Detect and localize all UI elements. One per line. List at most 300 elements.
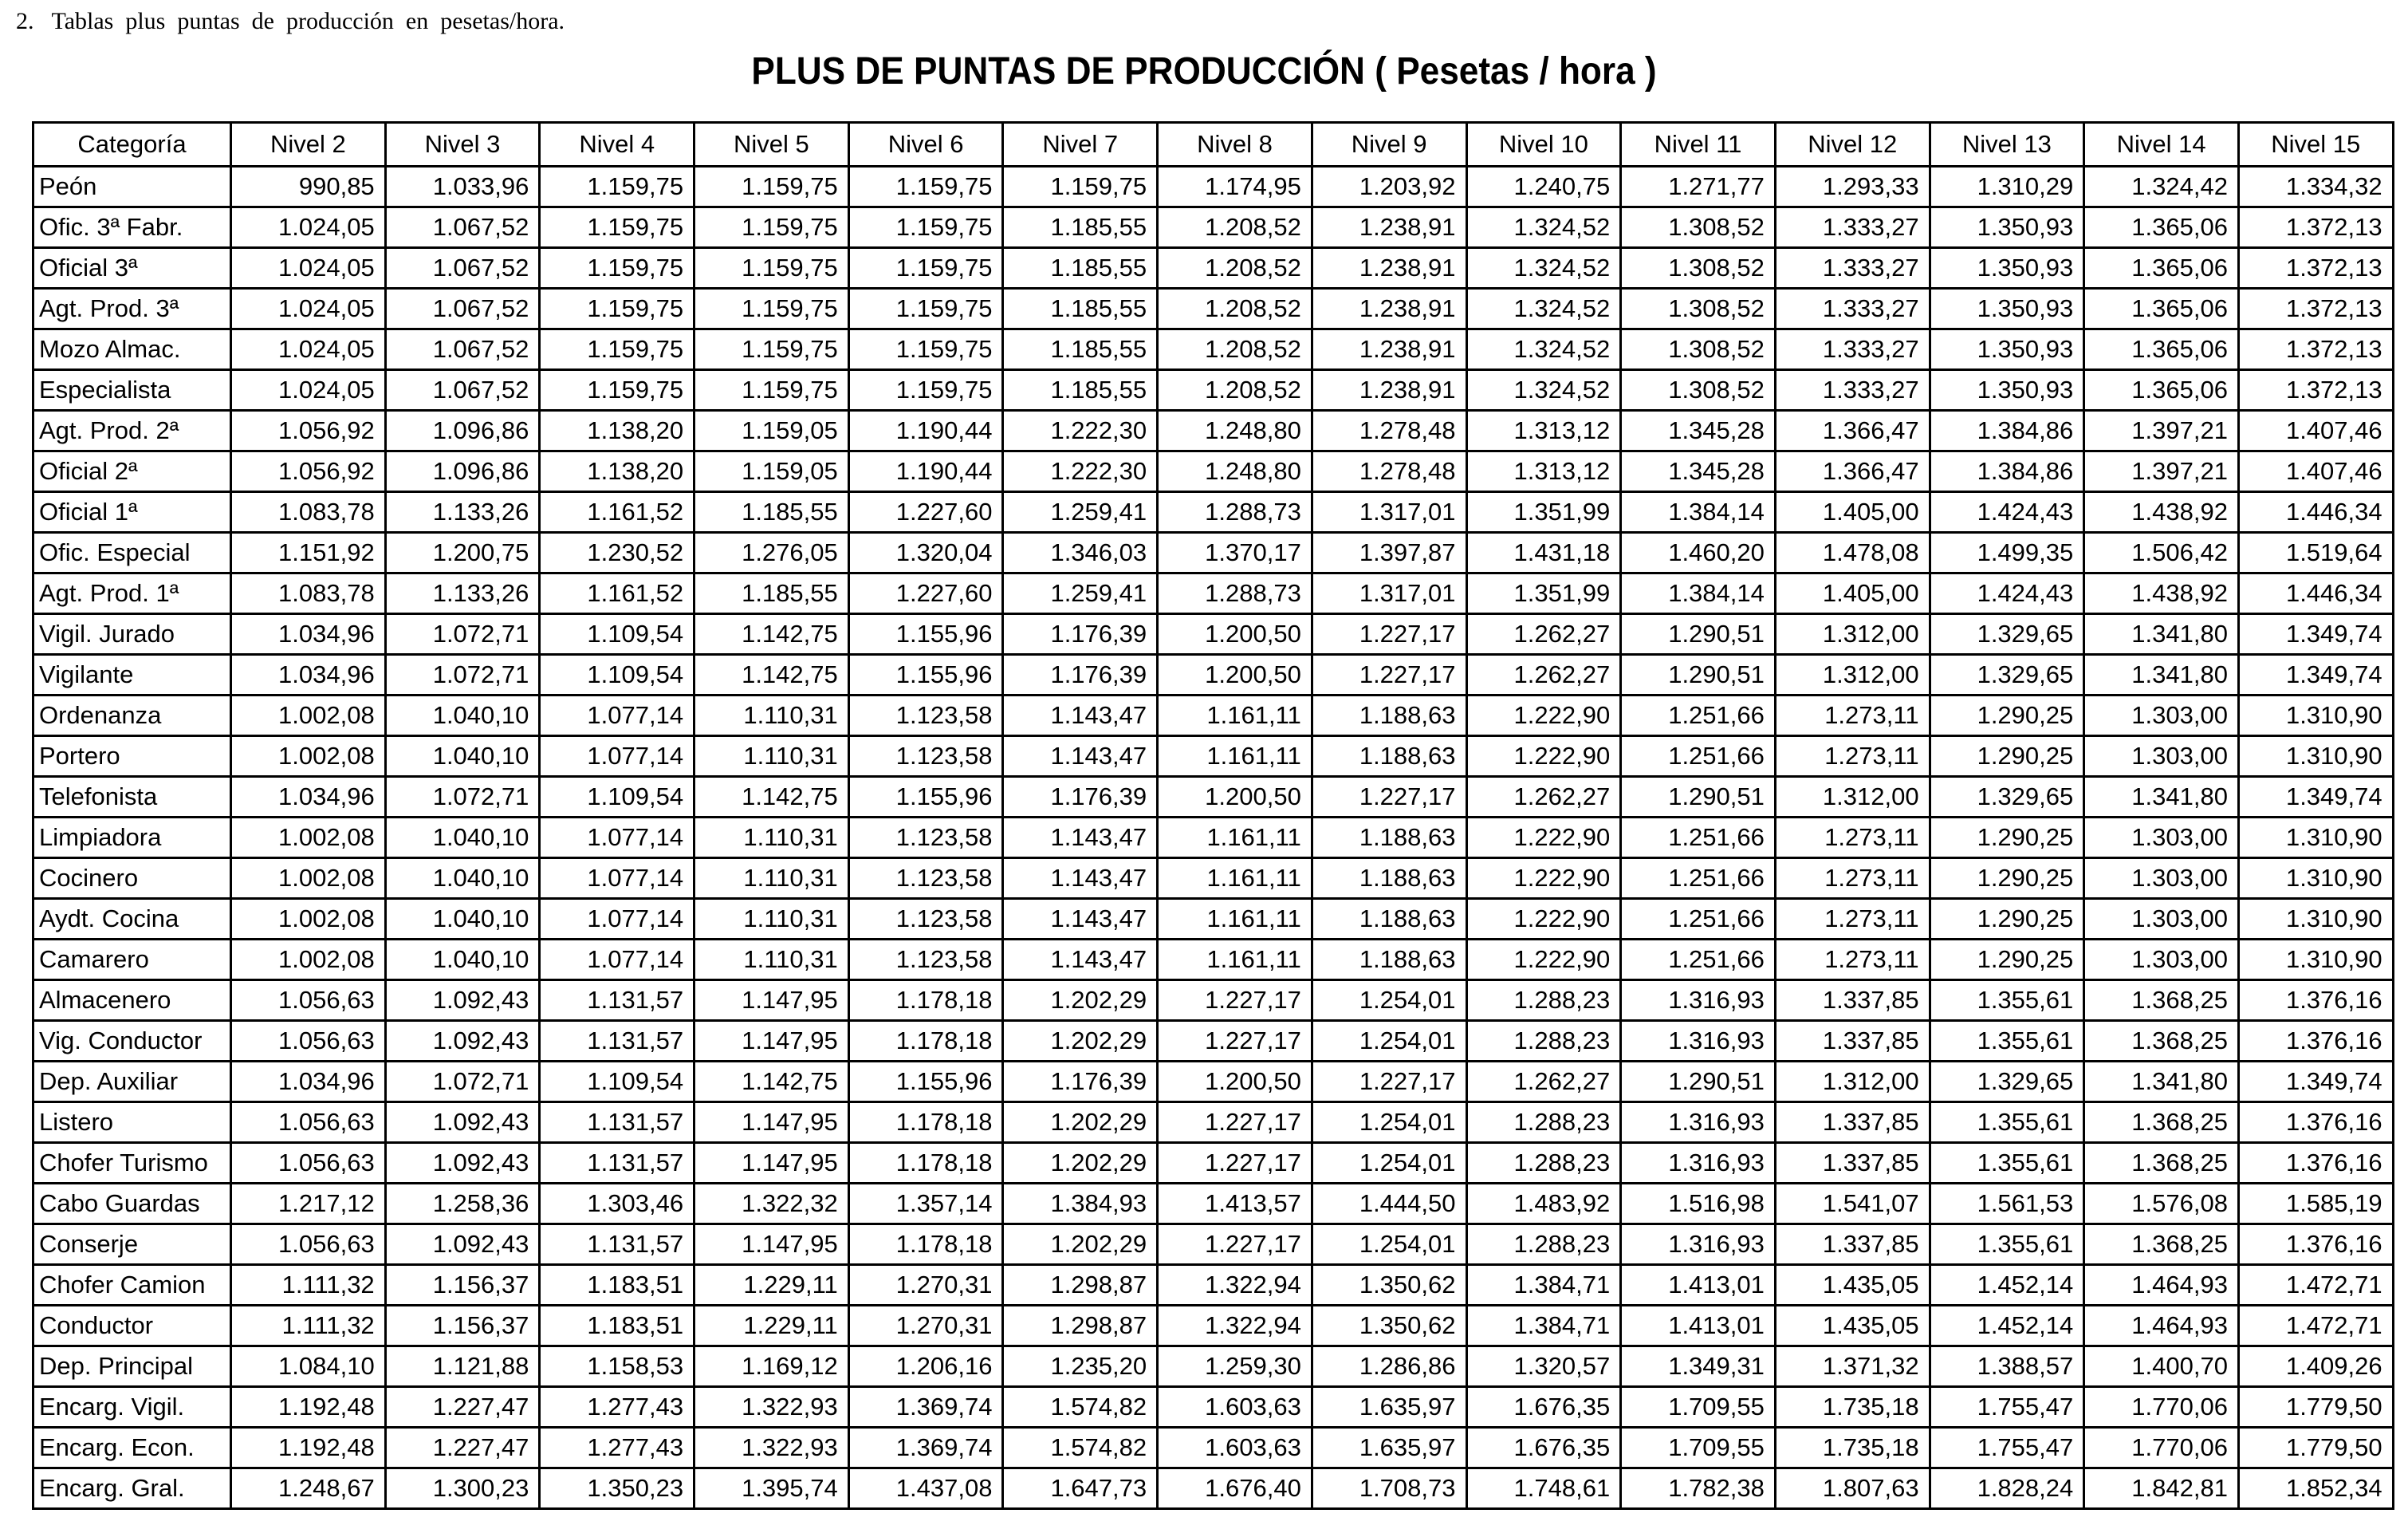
category-cell: Oficial 1ª [33, 492, 231, 533]
rate-cell: 1.365,06 [2084, 207, 2239, 248]
rate-cell: 1.188,63 [1312, 736, 1466, 777]
rate-cell: 1.238,91 [1312, 289, 1466, 329]
rate-cell: 1.200,50 [1158, 614, 1312, 655]
rate-cell: 1.574,82 [1003, 1428, 1158, 1468]
rate-cell: 1.541,07 [1775, 1184, 1930, 1224]
column-header-level: Nivel 8 [1158, 123, 1312, 167]
rate-cell: 1.072,71 [385, 777, 540, 818]
rate-cell: 1.320,04 [848, 533, 1003, 573]
rate-cell: 1.040,10 [385, 940, 540, 980]
rate-cell: 1.178,18 [848, 1143, 1003, 1184]
rate-cell: 1.248,67 [231, 1468, 386, 1509]
rate-cell: 1.123,58 [848, 736, 1003, 777]
rate-cell: 1.161,11 [1158, 736, 1312, 777]
rate-cell: 1.635,97 [1312, 1387, 1466, 1428]
rate-cell: 1.056,63 [231, 1021, 386, 1062]
rate-cell: 1.341,80 [2084, 1062, 2239, 1102]
rate-cell: 1.192,48 [231, 1428, 386, 1468]
rate-cell: 1.084,10 [231, 1346, 386, 1387]
column-header-level: Nivel 11 [1621, 123, 1776, 167]
rate-cell: 1.227,17 [1158, 1102, 1312, 1143]
rate-cell: 1.413,01 [1621, 1306, 1776, 1346]
rate-cell: 1.138,20 [540, 451, 694, 492]
rate-cell: 1.748,61 [1466, 1468, 1621, 1509]
rate-cell: 1.123,58 [848, 696, 1003, 736]
rate-cell: 1.156,37 [385, 1265, 540, 1306]
rate-cell: 1.290,25 [1930, 899, 2084, 940]
rate-cell: 1.251,66 [1621, 818, 1776, 858]
rate-cell: 1.222,90 [1466, 858, 1621, 899]
rate-cell: 1.254,01 [1312, 980, 1466, 1021]
rate-cell: 1.472,71 [2238, 1306, 2393, 1346]
rate-cell: 1.161,11 [1158, 899, 1312, 940]
rate-cell: 1.322,94 [1158, 1306, 1312, 1346]
rate-cell: 1.376,16 [2238, 1224, 2393, 1265]
rate-cell: 1.109,54 [540, 614, 694, 655]
rate-cell: 1.369,74 [848, 1428, 1003, 1468]
rate-cell: 1.208,52 [1158, 289, 1312, 329]
rate-cell: 1.337,85 [1775, 980, 1930, 1021]
rate-cell: 1.143,47 [1003, 899, 1158, 940]
rate-cell: 1.349,74 [2238, 777, 2393, 818]
category-cell: Vig. Conductor [33, 1021, 231, 1062]
rate-cell: 1.355,61 [1930, 1102, 2084, 1143]
rate-cell: 1.002,08 [231, 736, 386, 777]
rate-cell: 1.229,11 [694, 1306, 849, 1346]
rate-cell: 1.290,25 [1930, 858, 2084, 899]
rate-cell: 1.110,31 [694, 940, 849, 980]
rate-cell: 1.202,29 [1003, 1224, 1158, 1265]
rate-cell: 1.159,75 [540, 207, 694, 248]
rate-cell: 1.278,48 [1312, 411, 1466, 451]
rate-cell: 1.407,46 [2238, 451, 2393, 492]
rate-cell: 1.310,29 [1930, 167, 2084, 207]
rate-cell: 1.286,86 [1312, 1346, 1466, 1387]
rate-cell: 1.056,63 [231, 1224, 386, 1265]
rate-cell: 1.147,95 [694, 980, 849, 1021]
rate-cell: 1.227,60 [848, 492, 1003, 533]
rate-cell: 1.202,29 [1003, 1021, 1158, 1062]
rate-cell: 1.270,31 [848, 1265, 1003, 1306]
category-cell: Limpiadora [33, 818, 231, 858]
table-title: PLUS DE PUNTAS DE PRODUCCIÓN ( Pesetas / hora ) [751, 50, 1657, 93]
rate-cell: 1.464,93 [2084, 1265, 2239, 1306]
rate-cell: 1.345,28 [1621, 411, 1776, 451]
category-cell: Chofer Camion [33, 1265, 231, 1306]
rate-cell: 1.248,80 [1158, 451, 1312, 492]
column-header-level: Nivel 4 [540, 123, 694, 167]
table-row [33, 655, 2394, 696]
column-header-level: Nivel 3 [385, 123, 540, 167]
rate-cell: 1.365,06 [2084, 370, 2239, 411]
rate-cell: 990,85 [231, 167, 386, 207]
rate-cell: 1.376,16 [2238, 980, 2393, 1021]
rate-cell: 1.111,32 [231, 1265, 386, 1306]
table-row [33, 533, 2394, 573]
rate-cell: 1.290,51 [1621, 655, 1776, 696]
rate-cell: 1.365,06 [2084, 289, 2239, 329]
rate-cell: 1.254,01 [1312, 1102, 1466, 1143]
rate-cell: 1.110,31 [694, 736, 849, 777]
rate-cell: 1.159,75 [848, 167, 1003, 207]
rate-cell: 1.227,17 [1312, 614, 1466, 655]
rate-cell: 1.222,90 [1466, 696, 1621, 736]
rate-cell: 1.123,58 [848, 940, 1003, 980]
rate-cell: 1.298,87 [1003, 1265, 1158, 1306]
table-row [33, 1102, 2394, 1143]
rate-cell: 1.227,17 [1312, 655, 1466, 696]
rate-cell: 1.647,73 [1003, 1468, 1158, 1509]
rate-cell: 1.161,11 [1158, 940, 1312, 980]
rate-cell: 1.034,96 [231, 655, 386, 696]
rate-cell: 1.585,19 [2238, 1184, 2393, 1224]
table-row [33, 1387, 2394, 1428]
rate-cell: 1.288,73 [1158, 492, 1312, 533]
category-cell: Ofic. Especial [33, 533, 231, 573]
rate-cell: 1.208,52 [1158, 207, 1312, 248]
rate-cell: 1.782,38 [1621, 1468, 1776, 1509]
rate-cell: 1.603,63 [1158, 1387, 1312, 1428]
rate-cell: 1.096,86 [385, 411, 540, 451]
rate-cell: 1.230,52 [540, 533, 694, 573]
rate-cell: 1.499,35 [1930, 533, 2084, 573]
rate-cell: 1.077,14 [540, 899, 694, 940]
column-header-level: Nivel 5 [694, 123, 849, 167]
rate-cell: 1.303,00 [2084, 899, 2239, 940]
rate-cell: 1.350,62 [1312, 1265, 1466, 1306]
rate-cell: 1.298,87 [1003, 1306, 1158, 1346]
rate-cell: 1.310,90 [2238, 858, 2393, 899]
rate-cell: 1.185,55 [1003, 329, 1158, 370]
rate-cell: 1.121,88 [385, 1346, 540, 1387]
rate-cell: 1.293,33 [1775, 167, 1930, 207]
table-row [33, 1062, 2394, 1102]
rate-cell: 1.040,10 [385, 736, 540, 777]
rate-cell: 1.376,16 [2238, 1021, 2393, 1062]
column-header-level: Nivel 10 [1466, 123, 1621, 167]
rate-cell: 1.322,94 [1158, 1265, 1312, 1306]
rate-cell: 1.077,14 [540, 818, 694, 858]
rate-cell: 1.202,29 [1003, 1143, 1158, 1184]
rate-cell: 1.034,96 [231, 614, 386, 655]
table-row [33, 289, 2394, 329]
rate-cell: 1.770,06 [2084, 1387, 2239, 1428]
rate-cell: 1.077,14 [540, 736, 694, 777]
rate-cell: 1.178,18 [848, 1021, 1003, 1062]
rate-cell: 1.067,52 [385, 207, 540, 248]
rate-cell: 1.262,27 [1466, 655, 1621, 696]
rate-cell: 1.185,55 [694, 573, 849, 614]
rate-cell: 1.322,93 [694, 1387, 849, 1428]
rate-cell: 1.329,65 [1930, 777, 2084, 818]
rate-cell: 1.251,66 [1621, 696, 1776, 736]
table-row [33, 899, 2394, 940]
rate-cell: 1.067,52 [385, 289, 540, 329]
rate-cell: 1.290,51 [1621, 1062, 1776, 1102]
rate-cell: 1.227,17 [1158, 980, 1312, 1021]
rate-cell: 1.290,25 [1930, 696, 2084, 736]
rate-cell: 1.397,21 [2084, 411, 2239, 451]
column-header-level: Nivel 9 [1312, 123, 1466, 167]
rate-cell: 1.131,57 [540, 980, 694, 1021]
rate-cell: 1.842,81 [2084, 1468, 2239, 1509]
table-row [33, 736, 2394, 777]
rate-cell: 1.033,96 [385, 167, 540, 207]
table-row [33, 167, 2394, 207]
rate-cell: 1.350,93 [1930, 289, 2084, 329]
rate-cell: 1.159,75 [694, 248, 849, 289]
rate-cell: 1.111,32 [231, 1306, 386, 1346]
category-cell: Listero [33, 1102, 231, 1143]
table-row [33, 980, 2394, 1021]
rate-cell: 1.320,57 [1466, 1346, 1621, 1387]
category-cell: Conserje [33, 1224, 231, 1265]
rate-cell: 1.635,97 [1312, 1428, 1466, 1468]
rate-cell: 1.147,95 [694, 1224, 849, 1265]
rate-cell: 1.227,17 [1312, 1062, 1466, 1102]
rate-cell: 1.303,00 [2084, 940, 2239, 980]
rate-cell: 1.355,61 [1930, 1224, 2084, 1265]
rate-cell: 1.067,52 [385, 370, 540, 411]
rate-cell: 1.096,86 [385, 451, 540, 492]
rate-cell: 1.206,16 [848, 1346, 1003, 1387]
rate-cell: 1.143,47 [1003, 696, 1158, 736]
rate-cell: 1.349,74 [2238, 655, 2393, 696]
rate-cell: 1.142,75 [694, 777, 849, 818]
column-header-level: Nivel 2 [231, 123, 386, 167]
rate-cell: 1.002,08 [231, 818, 386, 858]
rate-cell: 1.355,61 [1930, 1021, 2084, 1062]
rate-cell: 1.147,95 [694, 1102, 849, 1143]
rate-cell: 1.178,18 [848, 1102, 1003, 1143]
rate-cell: 1.516,98 [1621, 1184, 1776, 1224]
rate-cell: 1.240,75 [1466, 167, 1621, 207]
column-header-category: Categoría [33, 123, 231, 167]
category-cell: Oficial 2ª [33, 451, 231, 492]
column-header-level: Nivel 15 [2238, 123, 2393, 167]
category-cell: Encarg. Vigil. [33, 1387, 231, 1428]
rate-cell: 1.324,52 [1466, 289, 1621, 329]
rate-cell: 1.341,80 [2084, 777, 2239, 818]
rate-cell: 1.310,90 [2238, 818, 2393, 858]
table-row [33, 1468, 2394, 1509]
rate-cell: 1.072,71 [385, 614, 540, 655]
rate-cell: 1.183,51 [540, 1265, 694, 1306]
rate-cell: 1.676,40 [1158, 1468, 1312, 1509]
rate-cell: 1.376,16 [2238, 1102, 2393, 1143]
rate-cell: 1.288,23 [1466, 980, 1621, 1021]
rate-cell: 1.251,66 [1621, 899, 1776, 940]
rate-cell: 1.222,90 [1466, 818, 1621, 858]
rate-cell: 1.159,75 [848, 207, 1003, 248]
rate-cell: 1.351,99 [1466, 573, 1621, 614]
rate-cell: 1.308,52 [1621, 248, 1776, 289]
rate-cell: 1.176,39 [1003, 614, 1158, 655]
rate-cell: 1.131,57 [540, 1102, 694, 1143]
rate-cell: 1.077,14 [540, 696, 694, 736]
rate-cell: 1.133,26 [385, 492, 540, 533]
rate-cell: 1.316,93 [1621, 1143, 1776, 1184]
rate-cell: 1.190,44 [848, 451, 1003, 492]
rate-cell: 1.222,90 [1466, 736, 1621, 777]
rate-cell: 1.278,48 [1312, 451, 1466, 492]
rate-cell: 1.259,41 [1003, 492, 1158, 533]
column-header-level: Nivel 13 [1930, 123, 2084, 167]
rate-cell: 1.310,90 [2238, 940, 2393, 980]
rate-cell: 1.200,50 [1158, 1062, 1312, 1102]
rate-cell: 1.317,01 [1312, 492, 1466, 533]
rate-cell: 1.131,57 [540, 1224, 694, 1265]
table-row [33, 1021, 2394, 1062]
rate-cell: 1.092,43 [385, 1224, 540, 1265]
rate-cell: 1.147,95 [694, 1143, 849, 1184]
rate-cell: 1.190,44 [848, 411, 1003, 451]
category-cell: Cabo Guardas [33, 1184, 231, 1224]
rate-cell: 1.405,00 [1775, 492, 1930, 533]
rate-cell: 1.270,31 [848, 1306, 1003, 1346]
rate-cell: 1.158,53 [540, 1346, 694, 1387]
category-cell: Agt. Prod. 2ª [33, 411, 231, 451]
rate-cell: 1.349,74 [2238, 1062, 2393, 1102]
rate-cell: 1.178,18 [848, 980, 1003, 1021]
column-header-level: Nivel 12 [1775, 123, 1930, 167]
rate-cell: 1.333,27 [1775, 370, 1930, 411]
rate-cell: 1.735,18 [1775, 1387, 1930, 1428]
rate-cell: 1.077,14 [540, 858, 694, 899]
rate-cell: 1.372,13 [2238, 248, 2393, 289]
rate-cell: 1.142,75 [694, 655, 849, 696]
rate-cell: 1.561,53 [1930, 1184, 2084, 1224]
rate-cell: 1.355,61 [1930, 980, 2084, 1021]
category-cell: Agt. Prod. 1ª [33, 573, 231, 614]
rate-cell: 1.308,52 [1621, 329, 1776, 370]
rate-cell: 1.159,75 [540, 167, 694, 207]
rate-cell: 1.405,00 [1775, 573, 1930, 614]
rate-cell: 1.368,25 [2084, 1143, 2239, 1184]
table-row [33, 1306, 2394, 1346]
rate-cell: 1.324,42 [2084, 167, 2239, 207]
rate-cell: 1.384,86 [1930, 451, 2084, 492]
rate-cell: 1.357,14 [848, 1184, 1003, 1224]
section-heading: 2. Tablas plus puntas de producción en pesetas/hora. [16, 8, 565, 34]
table-row [33, 451, 2394, 492]
category-cell: Almacenero [33, 980, 231, 1021]
category-cell: Dep. Auxiliar [33, 1062, 231, 1102]
rate-cell: 1.077,14 [540, 940, 694, 980]
rate-cell: 1.067,52 [385, 248, 540, 289]
rate-cell: 1.056,63 [231, 980, 386, 1021]
rate-cell: 1.159,75 [694, 167, 849, 207]
rate-cell: 1.351,99 [1466, 492, 1621, 533]
rate-cell: 1.208,52 [1158, 370, 1312, 411]
rate-cell: 1.413,01 [1621, 1265, 1776, 1306]
rate-cell: 1.472,71 [2238, 1265, 2393, 1306]
rate-cell: 1.852,34 [2238, 1468, 2393, 1509]
rate-cell: 1.188,63 [1312, 940, 1466, 980]
rate-cell: 1.161,11 [1158, 696, 1312, 736]
rate-cell: 1.333,27 [1775, 289, 1930, 329]
rate-cell: 1.755,47 [1930, 1428, 2084, 1468]
rate-cell: 1.235,20 [1003, 1346, 1158, 1387]
rate-cell: 1.123,58 [848, 899, 1003, 940]
rate-cell: 1.056,63 [231, 1102, 386, 1143]
rate-cell: 1.446,34 [2238, 573, 2393, 614]
rate-cell: 1.444,50 [1312, 1184, 1466, 1224]
rate-cell: 1.303,00 [2084, 696, 2239, 736]
rate-cell: 1.024,05 [231, 248, 386, 289]
rate-cell: 1.333,27 [1775, 329, 1930, 370]
rate-cell: 1.368,25 [2084, 1021, 2239, 1062]
table-row [33, 858, 2394, 899]
rate-cell: 1.185,55 [1003, 248, 1158, 289]
rate-cell: 1.519,64 [2238, 533, 2393, 573]
rate-cell: 1.452,14 [1930, 1306, 2084, 1346]
rate-cell: 1.288,23 [1466, 1021, 1621, 1062]
rate-cell: 1.349,31 [1621, 1346, 1776, 1387]
table-row [33, 1346, 2394, 1387]
rate-cell: 1.262,27 [1466, 777, 1621, 818]
rate-cell: 1.092,43 [385, 980, 540, 1021]
rate-cell: 1.483,92 [1466, 1184, 1621, 1224]
rate-cell: 1.312,00 [1775, 777, 1930, 818]
rate-cell: 1.312,00 [1775, 655, 1930, 696]
rate-cell: 1.227,17 [1158, 1021, 1312, 1062]
rate-cell: 1.395,74 [694, 1468, 849, 1509]
table-row [33, 1143, 2394, 1184]
rate-cell: 1.316,93 [1621, 1224, 1776, 1265]
rate-cell: 1.324,52 [1466, 370, 1621, 411]
rate-cell: 1.142,75 [694, 614, 849, 655]
rate-cell: 1.159,75 [540, 329, 694, 370]
rate-cell: 1.238,91 [1312, 207, 1466, 248]
rate-cell: 1.400,70 [2084, 1346, 2239, 1387]
rate-cell: 1.308,52 [1621, 289, 1776, 329]
table-row [33, 573, 2394, 614]
column-header-level: Nivel 6 [848, 123, 1003, 167]
category-cell: Telefonista [33, 777, 231, 818]
table-row [33, 370, 2394, 411]
rate-cell: 1.317,01 [1312, 573, 1466, 614]
rate-cell: 1.183,51 [540, 1306, 694, 1346]
rate-cell: 1.341,80 [2084, 614, 2239, 655]
rate-cell: 1.138,20 [540, 411, 694, 451]
rate-cell: 1.159,75 [540, 248, 694, 289]
category-cell: Oficial 3ª [33, 248, 231, 289]
category-cell: Portero [33, 736, 231, 777]
rate-cell: 1.333,27 [1775, 207, 1930, 248]
rate-cell: 1.329,65 [1930, 614, 2084, 655]
table-header-row [33, 123, 2394, 167]
rate-cell: 1.161,11 [1158, 818, 1312, 858]
rate-cell: 1.262,27 [1466, 1062, 1621, 1102]
rate-cell: 1.034,96 [231, 1062, 386, 1102]
rate-cell: 1.313,12 [1466, 411, 1621, 451]
rate-cell: 1.676,35 [1466, 1387, 1621, 1428]
rate-cell: 1.273,11 [1775, 736, 1930, 777]
rate-cell: 1.708,73 [1312, 1468, 1466, 1509]
rate-cell: 1.424,43 [1930, 492, 2084, 533]
rate-cell: 1.322,32 [694, 1184, 849, 1224]
rate-cell: 1.251,66 [1621, 940, 1776, 980]
rate-cell: 1.384,86 [1930, 411, 2084, 451]
table-row [33, 1184, 2394, 1224]
column-header-level: Nivel 7 [1003, 123, 1158, 167]
rate-cell: 1.384,71 [1466, 1306, 1621, 1346]
rate-cell: 1.312,00 [1775, 614, 1930, 655]
rate-cell: 1.303,46 [540, 1184, 694, 1224]
rate-cell: 1.290,25 [1930, 940, 2084, 980]
rate-cell: 1.024,05 [231, 329, 386, 370]
